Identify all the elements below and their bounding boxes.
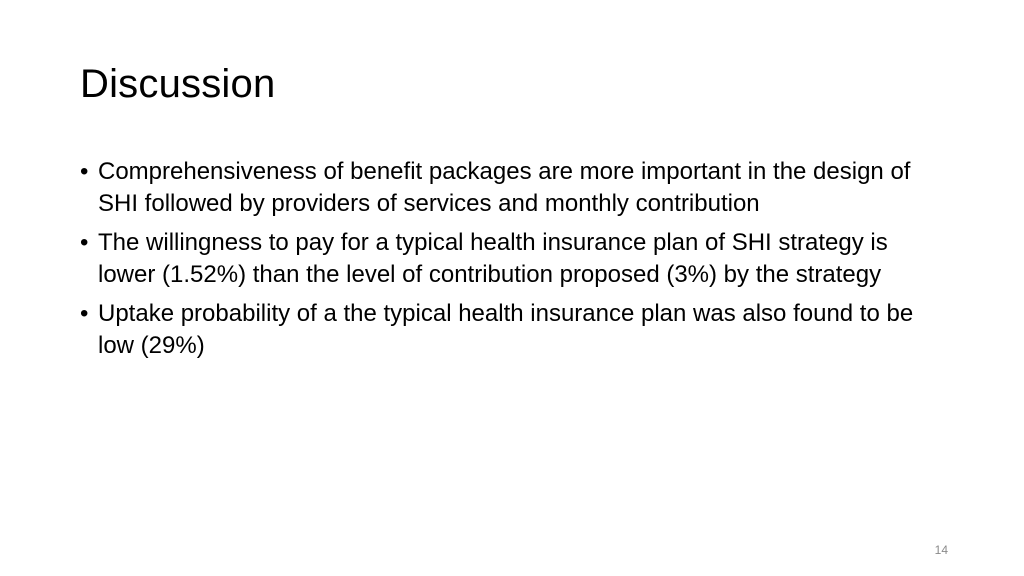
bullet-icon: •: [80, 300, 89, 327]
bullet-text: The willingness to pay for a typical health insurance plan of SHI strategy is lower (1.52%) than the level of contribution proposed (3%) by the strategy: [98, 229, 888, 288]
bullet-text: Comprehensiveness of benefit packages are more important in the design of SHI followed by providers of services and monthly contribution: [98, 158, 911, 217]
bullet-item-benefit-packages: [80, 156, 950, 220]
bullet-icon: •: [80, 229, 89, 256]
bullet-item-uptake-probability: [80, 298, 950, 362]
slide-title: Discussion: [80, 62, 276, 106]
bullet-list: [80, 156, 950, 369]
bullet-text: Uptake probability of a the typical health insurance plan was also found to be low (29%): [98, 300, 914, 359]
bullet-icon: •: [80, 158, 89, 185]
page-number: 14: [934, 543, 948, 557]
bullet-item-willingness-to-pay: [80, 227, 950, 291]
